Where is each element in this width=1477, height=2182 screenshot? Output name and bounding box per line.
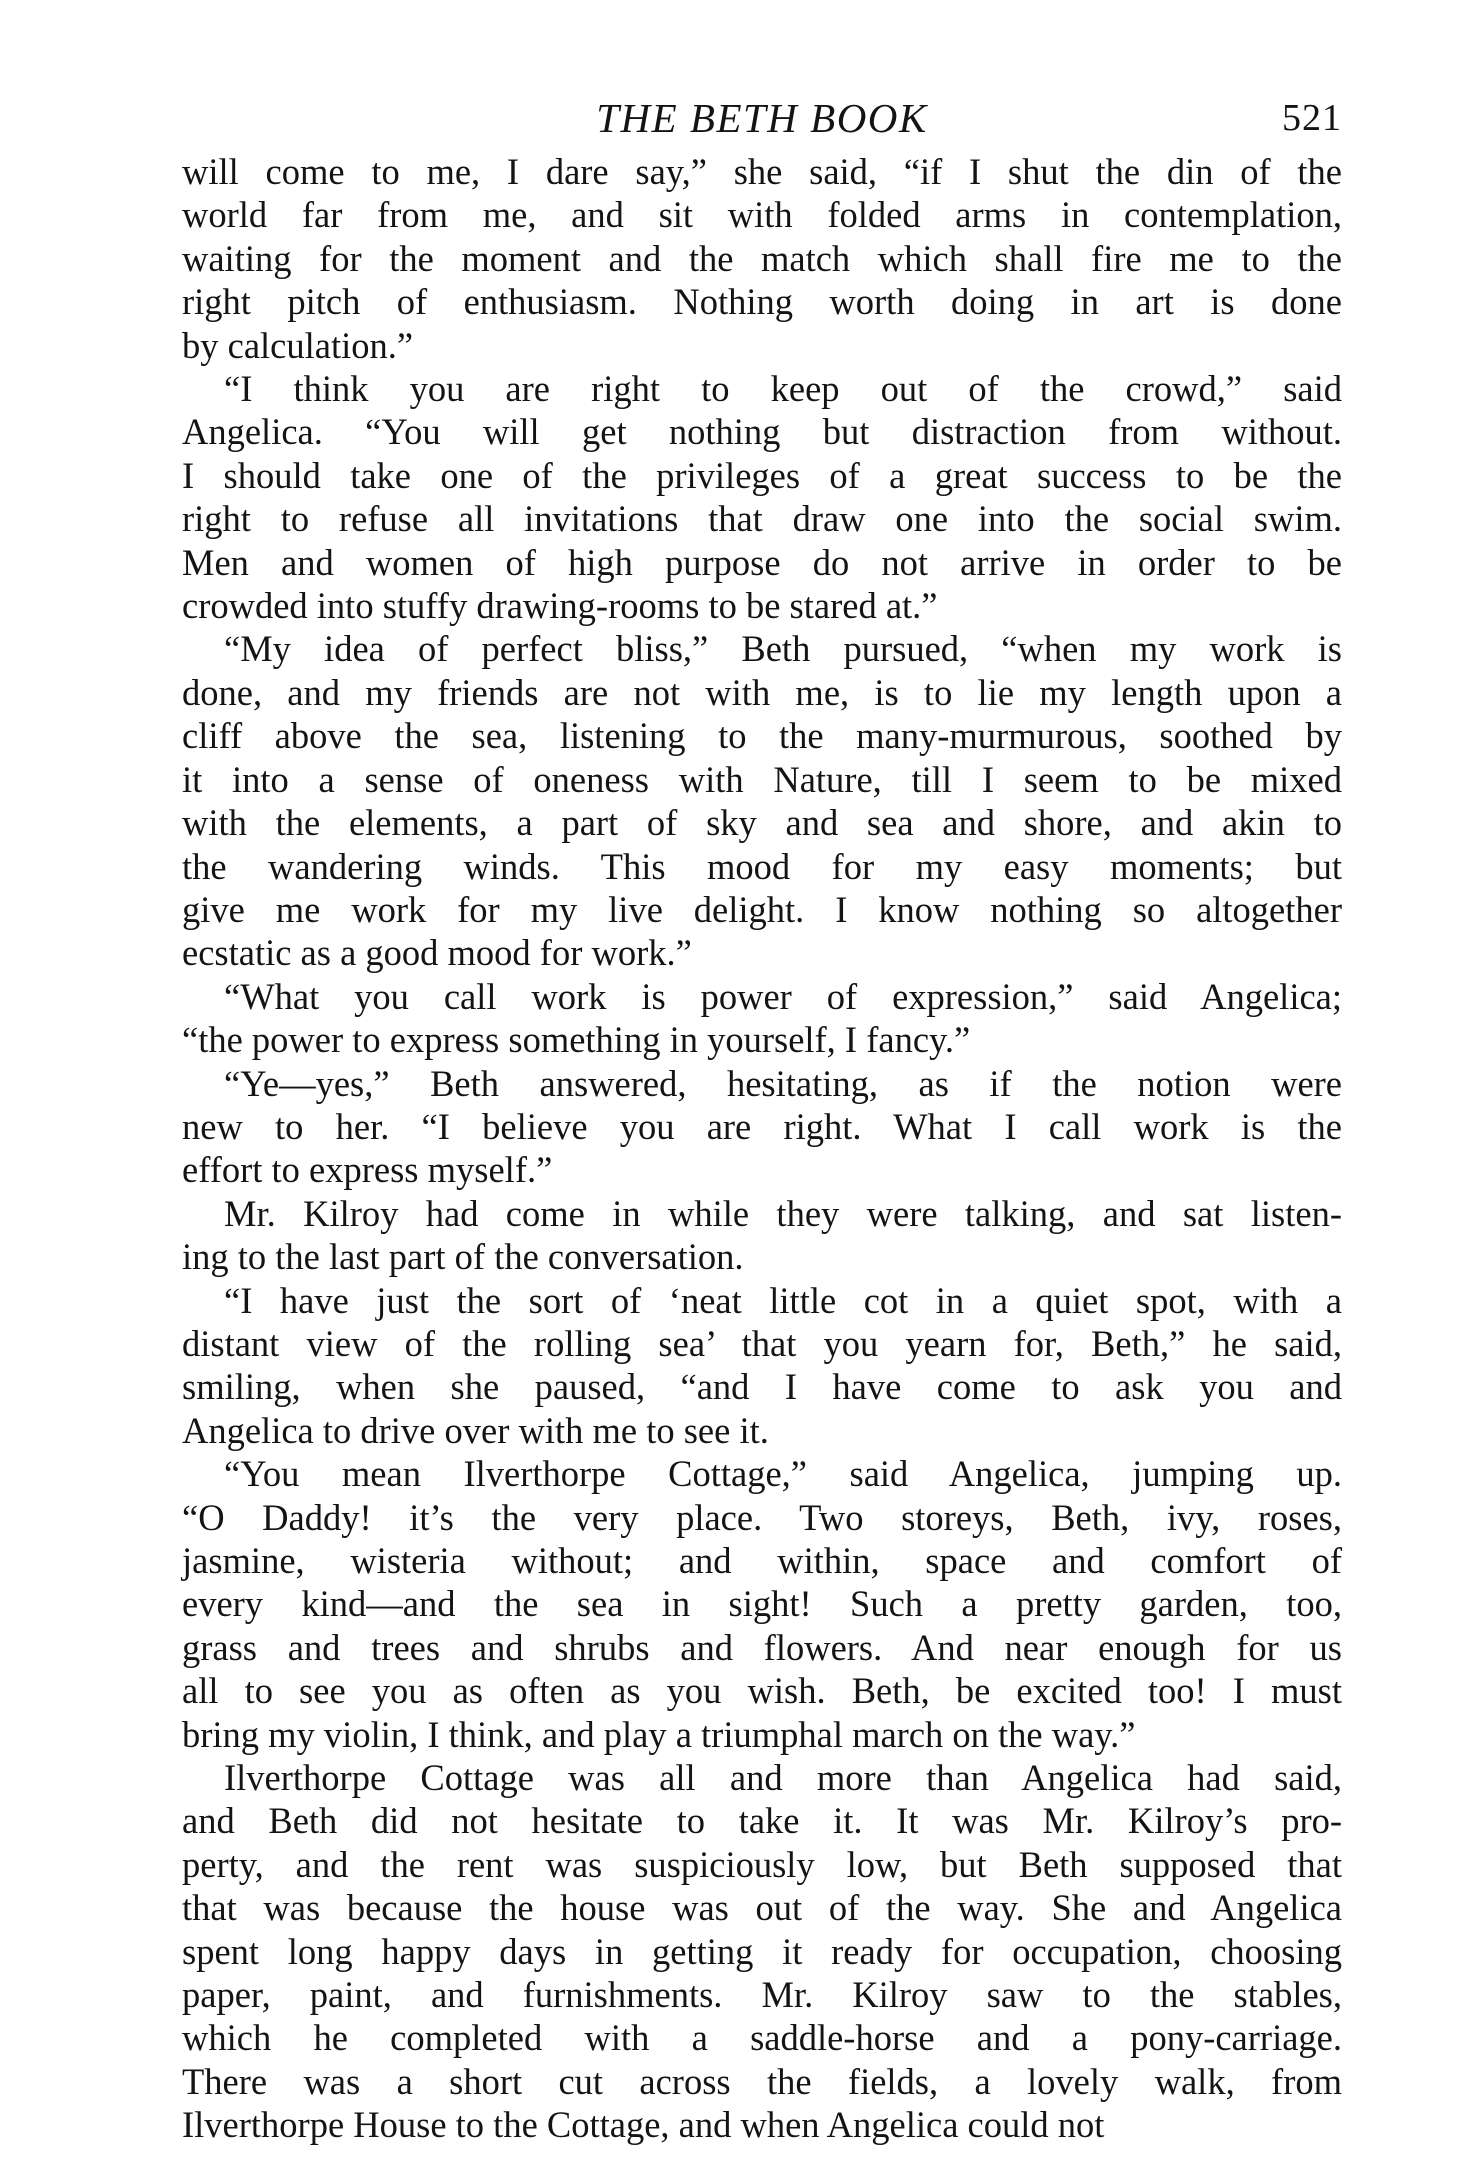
text-line: Angelica. “You will get nothing but distraction from without. [182, 411, 1342, 453]
paragraph [182, 627, 1342, 974]
text-line: Ilverthorpe House to the Cottage, and when Angelica could not [182, 2104, 1105, 2146]
text-line: give me work for my live delight. I know nothing so altogether [182, 888, 1342, 930]
text-line: perty, and the rent was suspiciously low, but Beth supposed that [182, 1843, 1342, 1885]
text-line: distant view of the rolling sea’ that you yearn for, Beth,” he said, [182, 1322, 1342, 1364]
text-line: “Ye—yes,” Beth answered, hesitating, as if the notion were [224, 1062, 1342, 1104]
text-line: and Beth did not hesitate to take it. It was Mr. Kilroy’s pro- [182, 1800, 1342, 1842]
text-line: every kind—and the sea in sight! Such a pretty garden, too, [182, 1583, 1342, 1625]
text-line: will come to me, I dare say,” she said, “if I shut the din of the [182, 151, 1342, 192]
text-line: by calculation.” [182, 324, 414, 366]
running-title: THE BETH BOOK [596, 95, 928, 141]
text-line: with the elements, a part of sky and sea and shore, and akin to [182, 802, 1342, 844]
paragraph [182, 367, 1342, 627]
body-text [182, 150, 1342, 2147]
text-line: I should take one of the privileges of a great success to be the [182, 454, 1342, 496]
paragraph [182, 1756, 1342, 2147]
text-line: Men and women of high purpose do not arrive in order to be [182, 541, 1342, 583]
text-line: right pitch of enthusiasm. Nothing worth doing in art is done [182, 281, 1342, 323]
text-line: crowded into stuffy drawing-rooms to be stared at.” [182, 585, 938, 627]
paragraph [182, 1452, 1342, 1756]
text-line: paper, paint, and furnishments. Mr. Kilroy saw to the stables, [182, 1974, 1342, 2016]
text-line: Ilverthorpe Cottage was all and more than Angelica had said, [224, 1757, 1342, 1799]
text-line: new to her. “I believe you are right. What I call work is the [182, 1105, 1342, 1147]
page-number: 521 [1282, 97, 1342, 139]
book-page [182, 92, 1342, 2147]
text-line: There was a short cut across the fields, a lovely walk, from [182, 2060, 1342, 2102]
text-line: the wandering winds. This mood for my easy moments; but [182, 845, 1342, 887]
running-head [182, 92, 1342, 144]
text-line: effort to express myself.” [182, 1149, 553, 1191]
text-line: jasmine, wisteria without; and within, space and comfort of [182, 1540, 1342, 1581]
text-line: it into a sense of oneness with Nature, till I seem to be mixed [182, 758, 1342, 800]
text-line: Mr. Kilroy had come in while they were talking, and sat listen- [224, 1192, 1342, 1234]
paragraph [182, 975, 1342, 1062]
text-line: “You mean Ilverthorpe Cottage,” said Angelica, jumping up. [224, 1453, 1342, 1495]
text-line: that was because the house was out of the way. She and Angelica [182, 1887, 1342, 1929]
text-line: done, and my friends are not with me, is to lie my length upon a [182, 671, 1342, 713]
paragraph [182, 1279, 1342, 1453]
text-line: all to see you as often as you wish. Beth, be excited too! I must [182, 1670, 1342, 1712]
text-line: “I think you are right to keep out of the crowd,” said [224, 368, 1342, 410]
text-line: cliff above the sea, listening to the many-murmurous, soothed by [182, 715, 1342, 757]
paragraph [182, 1062, 1342, 1192]
text-line: ing to the last part of the conversation. [182, 1236, 744, 1278]
text-line: waiting for the moment and the match which shall fire me to the [182, 237, 1342, 279]
text-line: spent long happy days in getting it ready for occupation, choosing [182, 1930, 1342, 1972]
text-line: smiling, when she paused, “and I have come to ask you and [182, 1366, 1342, 1408]
text-line: which he completed with a saddle-horse and a pony-carriage. [182, 2017, 1342, 2059]
text-line: world far from me, and sit with folded arms in contemplation, [182, 194, 1342, 236]
text-line: Angelica to drive over with me to see it. [182, 1409, 769, 1451]
text-line: right to refuse all invitations that draw one into the social swim. [182, 498, 1342, 540]
text-line: “the power to express something in yourself, I fancy.” [182, 1019, 971, 1061]
text-line: ecstatic as a good mood for work.” [182, 932, 692, 974]
text-line: “I have just the sort of ‘neat little cot in a quiet spot, with a [224, 1279, 1342, 1321]
paragraph [182, 1192, 1342, 1279]
text-line: “O Daddy! it’s the very place. Two storeys, Beth, ivy, roses, [182, 1496, 1342, 1538]
text-line: “What you call work is power of expression,” said Angelica; [224, 975, 1342, 1017]
paragraph [182, 150, 1342, 367]
text-line: “My idea of perfect bliss,” Beth pursued, “when my work is [224, 628, 1342, 670]
text-line: grass and trees and shrubs and flowers. And near enough for us [182, 1626, 1342, 1668]
text-line: bring my violin, I think, and play a triumphal march on the way.” [182, 1713, 1136, 1755]
